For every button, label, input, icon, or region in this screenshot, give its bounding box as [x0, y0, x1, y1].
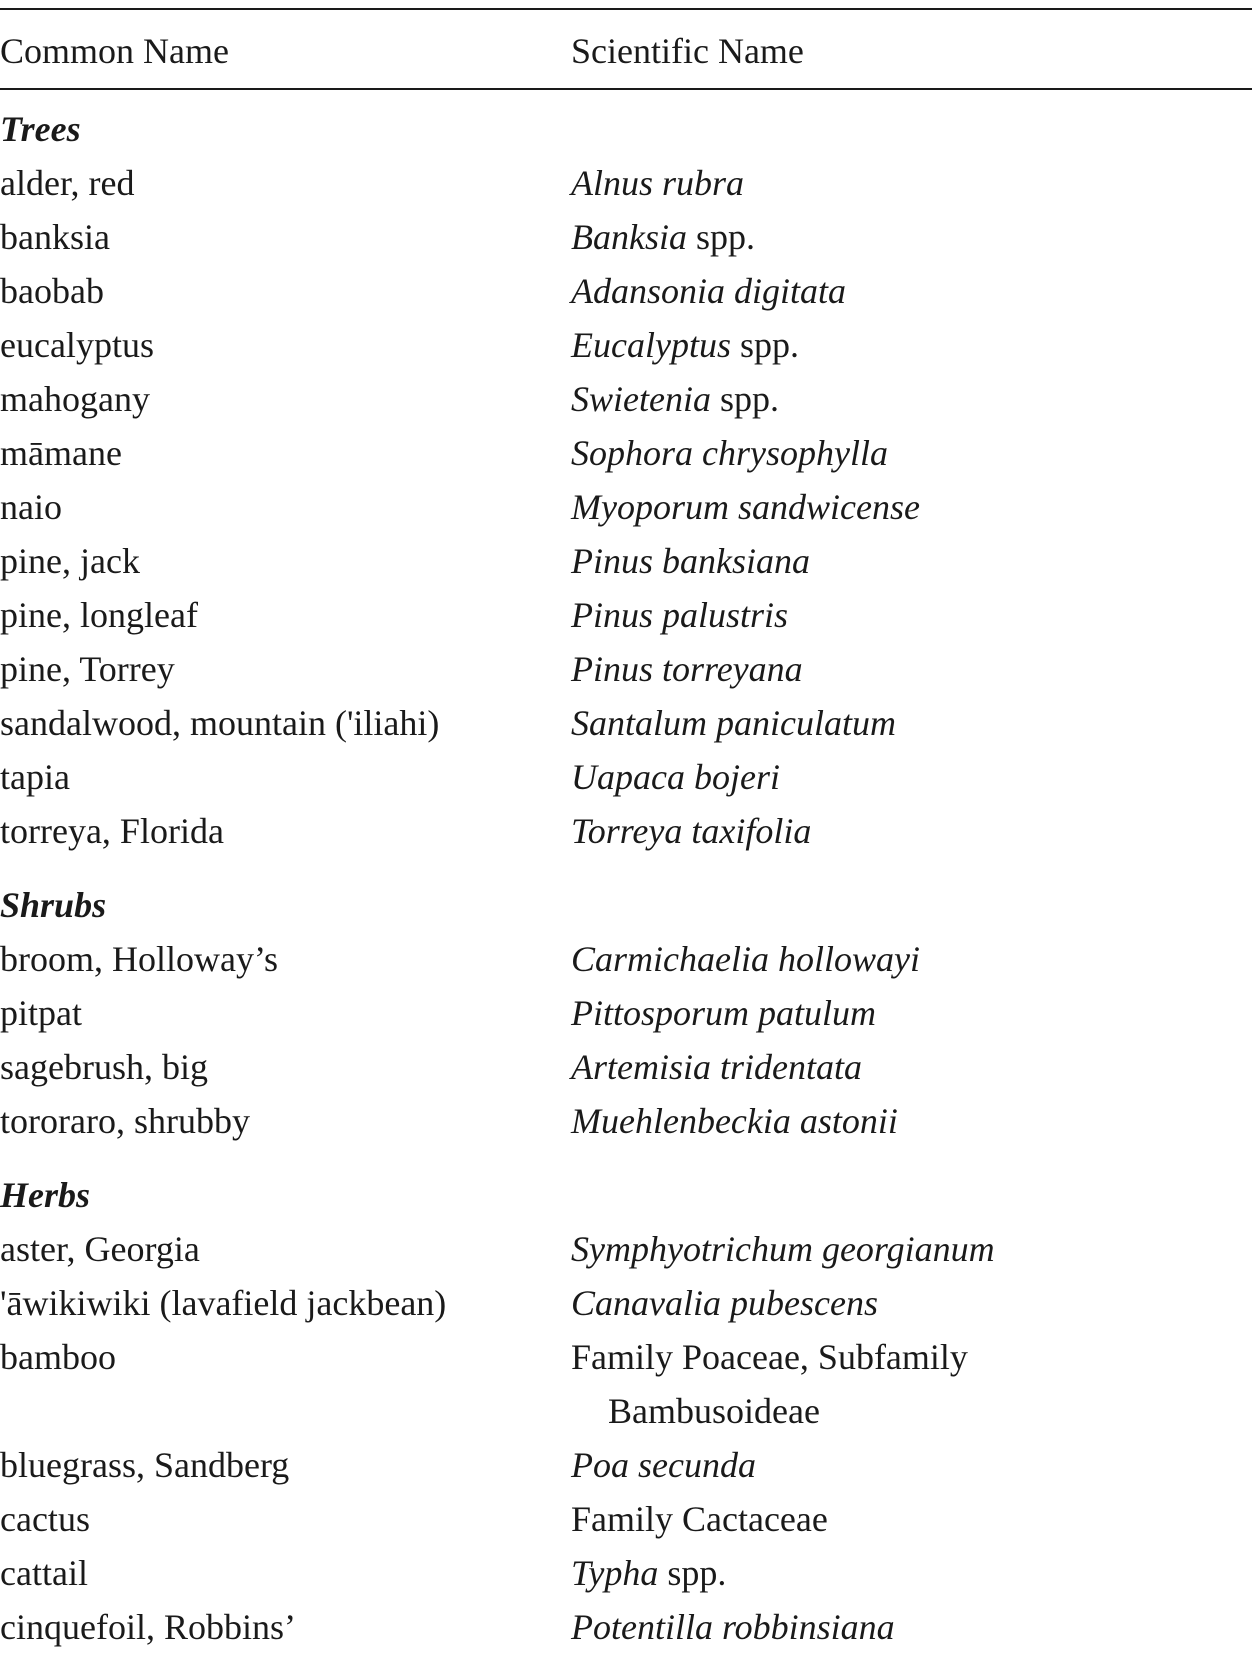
section-title-trees: Trees	[0, 109, 81, 149]
scientific-name: Typha spp.	[571, 1553, 727, 1593]
common-name: torreya, Florida	[0, 811, 224, 851]
common-name: banksia	[0, 217, 110, 257]
scientific-name: Family Cactaceae	[571, 1499, 828, 1539]
scientific-name: Carmichaelia hollowayi	[571, 939, 920, 979]
common-name: naio	[0, 487, 62, 527]
common-name: māmane	[0, 433, 122, 473]
common-name: pine, longleaf	[0, 595, 198, 635]
top-rule	[0, 8, 1252, 10]
scientific-name: Sophora chrysophylla	[571, 433, 888, 473]
scientific-name: Family Poaceae, Subfamily	[571, 1337, 968, 1377]
common-name: bluegrass, Sandberg	[0, 1445, 290, 1485]
scientific-name: Potentilla robbinsiana	[571, 1607, 895, 1647]
scientific-name: Alnus rubra	[571, 163, 745, 203]
common-name: mahogany	[0, 379, 150, 419]
scientific-name: Swietenia spp.	[571, 379, 779, 419]
common-name: baobab	[0, 271, 104, 311]
common-name: alder, red	[0, 163, 135, 203]
scientific-name: Uapaca bojeri	[571, 757, 780, 797]
scientific-name: Canavalia pubescens	[571, 1283, 878, 1323]
common-name: cinquefoil, Robbins’	[0, 1607, 296, 1647]
common-name: broom, Holloway’s	[0, 939, 278, 979]
scientific-name: Artemisia tridentata	[571, 1047, 862, 1087]
common-name: bamboo	[0, 1337, 116, 1377]
scientific-name: Torreya taxifolia	[571, 811, 812, 851]
common-name: tapia	[0, 757, 70, 797]
common-name: cactus	[0, 1499, 90, 1539]
scientific-name: Pinus torreyana	[571, 649, 803, 689]
scientific-name: Pinus banksiana	[571, 541, 810, 581]
common-name: pine, Torrey	[0, 649, 175, 689]
common-name: tororaro, shrubby	[0, 1101, 250, 1141]
common-name: cattail	[0, 1553, 88, 1593]
common-name: pitpat	[0, 993, 82, 1033]
section-title-shrubs: Shrubs	[0, 885, 107, 925]
common-name: sandalwood, mountain ('iliahi)	[0, 703, 440, 743]
common-name: aster, Georgia	[0, 1229, 200, 1269]
common-name: sagebrush, big	[0, 1047, 208, 1087]
scientific-name: Pittosporum patulum	[571, 993, 877, 1033]
common-name: pine, jack	[0, 541, 140, 581]
header-common-name: Common Name	[0, 31, 229, 71]
section-title-herbs: Herbs	[0, 1175, 90, 1215]
header-scientific-name: Scientific Name	[571, 31, 804, 71]
scientific-name-continuation: Bambusoideae	[608, 1391, 820, 1431]
scientific-name: Adansonia digitata	[571, 271, 847, 311]
scientific-name: Myoporum sandwicense	[571, 487, 920, 527]
common-name: 'āwikiwiki (lavafield jackbean)	[0, 1283, 447, 1323]
scientific-name: Eucalyptus spp.	[571, 325, 799, 365]
scientific-name: Muehlenbeckia astonii	[571, 1101, 898, 1141]
scientific-name: Santalum paniculatum	[571, 703, 896, 743]
scientific-name: Banksia spp.	[571, 217, 755, 257]
common-name: eucalyptus	[0, 325, 154, 365]
scientific-name: Poa secunda	[571, 1445, 756, 1485]
scientific-name: Pinus palustris	[571, 595, 789, 635]
header-rule	[0, 88, 1252, 90]
scientific-name: Symphyotrichum georgianum	[571, 1229, 995, 1269]
